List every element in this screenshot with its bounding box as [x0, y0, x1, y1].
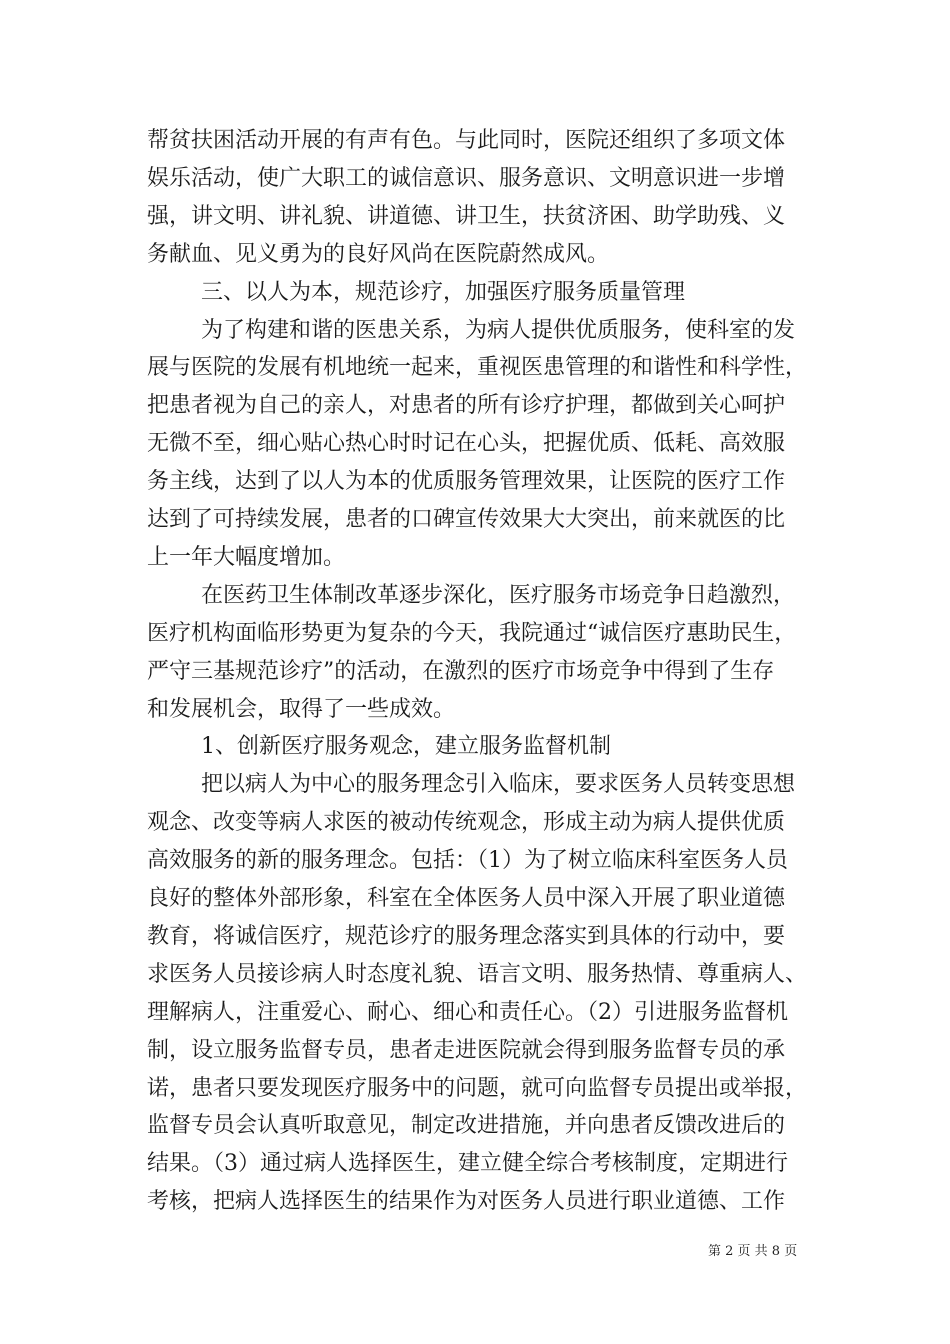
text-line: 理解病人，注重爱心、耐心、细心和责任心。（2）引进服务监督机 [147, 999, 788, 1025]
text-line: 良好的整体外部形象，科室在全体医务人员中深入开展了职业道德 [147, 886, 786, 911]
text-line: 制，设立服务监督专员，患者走进医院就会得到服务监督专员的承 [147, 1037, 786, 1063]
section-heading: 三、以人为本，规范诊疗，加强医疗服务质量管理 [201, 279, 686, 305]
text-line: 诺，患者只要发现医疗服务中的问题，就可向监督专员提出或举报， [147, 1075, 808, 1101]
text-line: 求医务人员接诊病人时态度礼貌、语言文明、服务热情、尊重病人、 [147, 961, 808, 987]
text-line: 把以病人为中心的服务理念引入临床，要求医务人员转变思想 [201, 772, 796, 798]
text-line: 展与医院的发展有机地统一起来，重视医患管理的和谐性和科学性， [147, 355, 808, 381]
section-heading: 1、创新医疗服务观念，建立服务监督机制 [201, 734, 611, 760]
text-line: 为了构建和谐的医患关系，为病人提供优质服务，使科室的发 [201, 317, 796, 343]
text-line: 娱乐活动，使广大职工的诚信意识、服务意识、文明意识进一步增 [147, 165, 786, 191]
text-line: 无微不至，细心贴心热心时时记在心头，把握优质、低耗、高效服 [147, 431, 786, 457]
text-line: 监督专员会认真听取意见，制定改进措施，并向患者反馈改进后的 [147, 1113, 786, 1139]
text-line: 观念、改变等病人求医的被动传统观念，形成主动为病人提供优质 [147, 810, 786, 836]
text-line: 帮贫扶困活动开展的有声有色。与此同时，医院还组织了多项文体 [147, 128, 786, 153]
text-line: 上一年大幅度增加。 [147, 544, 346, 570]
page-number-footer: 第 2 页 共 8 页 [708, 1244, 798, 1259]
text-line: 务献血、见义勇为的良好风尚在医院蔚然成风。 [147, 241, 610, 267]
text-line: 强，讲文明、讲礼貌、讲道德、讲卫生，扶贫济困、助学助残、义 [147, 203, 786, 229]
text-line: 教育，将诚信医疗，规范诊疗的服务理念落实到具体的行动中，要 [147, 923, 786, 949]
text-line: 达到了可持续发展，患者的口碑宣传效果大大突出，前来就医的比 [147, 507, 786, 532]
text-line: 高效服务的新的服务理念。包括：（1）为了树立临床科室医务人员 [147, 848, 788, 874]
text-line: 考核，把病人选择医生的结果作为对医务人员进行职业道德、工作 [147, 1189, 786, 1215]
text-line: 和发展机会，取得了一些成效。 [147, 696, 456, 722]
text-line: 结果。（3）通过病人选择医生，建立健全综合考核制度，定期进行 [147, 1151, 788, 1177]
text-line: 医疗机构面临形势更为复杂的今天，我院通过“诚信医疗惠助民生， [147, 620, 797, 646]
text-line: 在医药卫生体制改革逐步深化，医疗服务市场竞争日趋激烈， [201, 582, 796, 608]
text-line: 务主线，达到了以人为本的优质服务管理效果，让医院的医疗工作 [147, 469, 786, 495]
text-line: 把患者视为自己的亲人，对患者的所有诊疗护理，都做到关心呵护 [147, 393, 786, 419]
text-line: 严守三基规范诊疗”的活动，在激烈的医疗市场竞争中得到了生存 [147, 658, 775, 684]
